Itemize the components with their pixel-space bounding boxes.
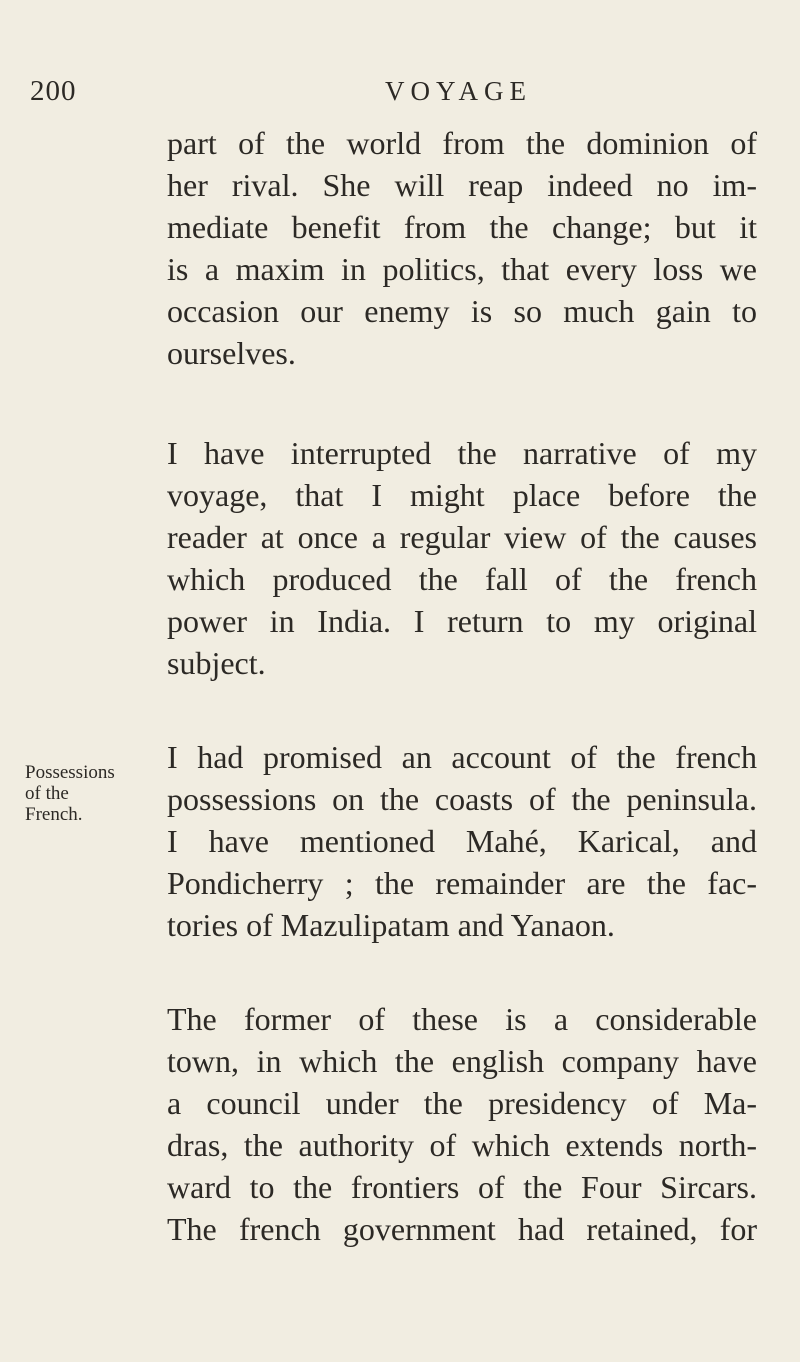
text-line: reader at once a regular view of the causes xyxy=(167,519,757,555)
text-line: The french government had retained, for xyxy=(167,1211,757,1247)
text-line: a council under the presidency of Ma- xyxy=(167,1085,757,1121)
text-line: possessions on the coasts of the peninsula. xyxy=(167,781,757,817)
marginal-note-line: Possessions xyxy=(25,762,115,783)
paragraph xyxy=(167,432,757,684)
paragraph xyxy=(167,122,757,374)
marginal-note xyxy=(25,762,135,825)
paragraph xyxy=(167,998,757,1250)
text-line: ourselves. xyxy=(167,335,296,371)
text-line: I had promised an account of the french xyxy=(167,739,757,775)
text-line: The former of these is a considerable xyxy=(167,1001,757,1037)
text-line: mediate benefit from the change; but it xyxy=(167,209,757,245)
text-line: subject. xyxy=(167,645,266,681)
text-line: I have interrupted the narrative of my xyxy=(167,435,757,471)
running-head: VOYAGE xyxy=(385,76,532,106)
page-number: 200 xyxy=(30,75,77,107)
text-line: is a maxim in politics, that every loss we xyxy=(167,251,757,287)
paragraph xyxy=(167,736,757,946)
marginal-note-line: French. xyxy=(25,804,83,825)
body-text xyxy=(167,122,757,1250)
text-line: dras, the authority of which extends north- xyxy=(167,1127,757,1163)
text-line: ward to the frontiers of the Four Sircars. xyxy=(167,1169,757,1205)
text-line: occasion our enemy is so much gain to xyxy=(167,293,757,329)
text-line: town, in which the english company have xyxy=(167,1043,757,1079)
text-line: I have mentioned Mahé, Karical, and xyxy=(167,823,757,859)
text-line: power in India. I return to my original xyxy=(167,603,757,639)
text-line: which produced the fall of the french xyxy=(167,561,757,597)
text-line: Pondicherry ; the remainder are the fac- xyxy=(167,865,757,901)
marginal-note-line: of the xyxy=(25,783,69,804)
text-line: her rival. She will reap indeed no im- xyxy=(167,167,757,203)
text-line: part of the world from the dominion of xyxy=(167,125,757,161)
text-line: voyage, that I might place before the xyxy=(167,477,757,513)
text-line: tories of Mazulipatam and Yanaon. xyxy=(167,907,615,943)
